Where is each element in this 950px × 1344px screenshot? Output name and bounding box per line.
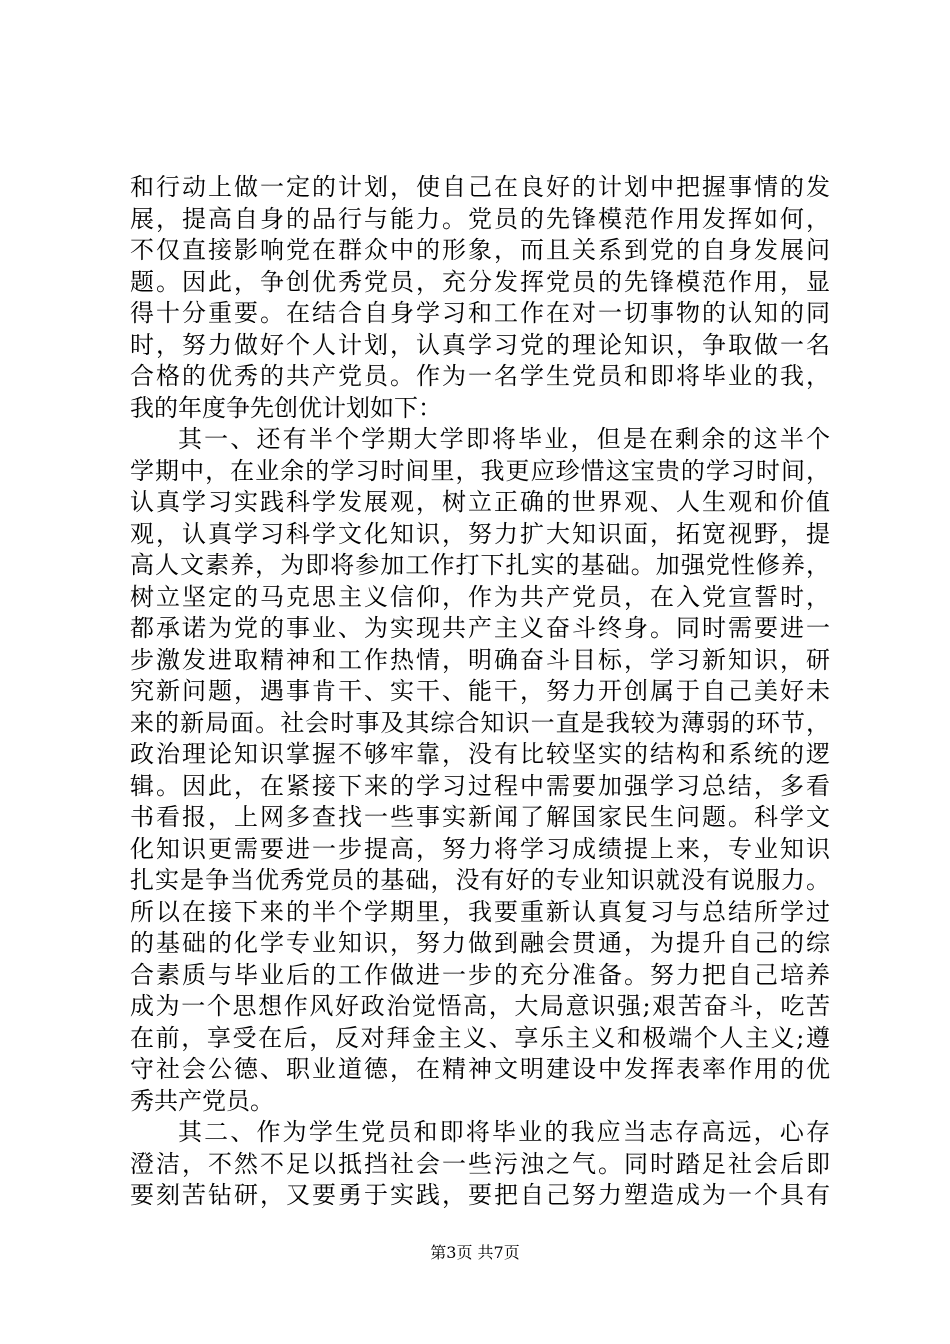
text-line: 成为一个思想作风好政治觉悟高，大局意识强;艰苦奋斗，吃苦 [130,992,830,1020]
text-line: 究新问题，遇事肯干、实干、能干，努力开创属于自己美好未 [130,677,830,705]
text-line: 守社会公德、职业道德，在精神文明建设中发挥表率作用的优 [130,1055,830,1083]
text-line: 学期中，在业余的学习时间里，我更应珍惜这宝贵的学习时间， [130,456,830,485]
text-line: 我的年度争先创优计划如下： [130,393,442,422]
text-line: 来的新局面。社会时事及其综合知识一直是我较为薄弱的环节， [130,708,830,737]
text-line: 题。因此，争创优秀党员，充分发挥党员的先锋模范作用，显 [130,267,830,296]
text-line: 所以在接下来的半个学期里，我要重新认真复习与总结所学过 [130,897,830,926]
text-line: 澄洁，不然不足以抵挡社会一些污浊之气。同时踏足社会后即 [130,1149,830,1178]
text-line: 步激发进取精神和工作热情，明确奋斗目标，学习新知识，研 [130,645,830,674]
text-line: 秀共产党员。 [130,1086,274,1115]
text-line: 树立坚定的马克思主义信仰，作为共产党员，在入党宣誓时， [130,582,830,611]
text-line: 书看报，上网多查找一些事实新闻了解国家民生问题。科学文 [130,803,830,831]
text-line: 在前，享受在后，反对拜金主义、享乐主义和极端个人主义;遵 [130,1023,830,1052]
text-line: 合格的优秀的共产党员。作为一名学生党员和即将毕业的我， [130,362,830,390]
paragraph-start-line: 其一、还有半个学期大学即将毕业，但是在剩余的这半个 [178,425,830,453]
text-line: 都承诺为党的事业、为实现共产主义奋斗终身。同时需要进一 [130,614,830,642]
text-line: 展，提高自身的品行与能力。党员的先锋模范作用发挥如何， [130,204,830,233]
text-line: 认真学习实践科学发展观，树立正确的世界观、人生观和价值 [130,488,830,516]
text-line: 政治理论知识掌握不够牢靠，没有比较坚实的结构和系统的逻 [130,740,830,768]
text-line: 扎实是争当优秀党员的基础，没有好的专业知识就没有说服力。 [130,866,830,894]
text-line: 观，认真学习科学文化知识，努力扩大知识面，拓宽视野，提 [130,519,830,548]
page-number-footer: 第3页 共7页 [430,1243,520,1262]
text-line: 时，努力做好个人计划，认真学习党的理论知识，争取做一名 [130,330,830,359]
text-line: 的基础的化学专业知识，努力做到融会贯通，为提升自己的综 [130,929,830,957]
text-line: 要刻苦钻研，又要勇于实践，要把自己努力塑造成为一个具有 [130,1181,830,1209]
paragraph-start-line: 其二、作为学生党员和即将毕业的我应当志存高远，心存 [178,1118,830,1146]
text-line: 得十分重要。在结合自身学习和工作在对一切事物的认知的同 [130,299,830,327]
text-line: 和行动上做一定的计划，使自己在良好的计划中把握事情的发 [130,173,830,201]
document-body [130,172,830,1212]
text-line: 合素质与毕业后的工作做进一步的充分准备。努力把自己培养 [130,960,830,989]
text-line: 不仅直接影响党在群众中的形象，而且关系到党的自身发展问 [130,236,830,264]
text-line: 辑。因此，在紧接下来的学习过程中需要加强学习总结，多看 [130,771,830,800]
text-line: 高人文素养，为即将参加工作打下扎实的基础。加强党性修养， [130,551,830,579]
text-line: 化知识更需要进一步提高，努力将学习成绩提上来，专业知识 [130,834,830,863]
